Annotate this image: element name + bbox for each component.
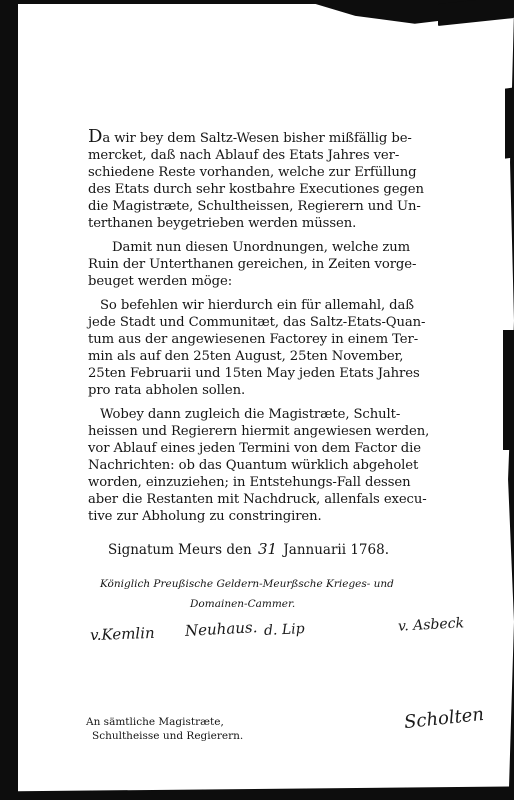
text-line: beuget werden möge:: [88, 274, 233, 289]
signature-lip: d. Lip: [263, 620, 306, 640]
text-line: min als auf den 25ten August, 25ten November,: [88, 349, 404, 364]
paragraph-3: [88, 297, 426, 399]
address-line-1: An sämtliche Magistræte,: [86, 716, 224, 728]
text-line: Nachrichten: ob das Quantum würklich abgeholet: [88, 458, 419, 473]
text-line: worden, einzuziehen; in Entstehungs-Fall dessen: [88, 475, 411, 490]
text-line: jede Stadt und Communitæt, das Saltz-Etats-Quan-: [88, 315, 426, 330]
dating-suffix: Jannuarii 1768.: [283, 542, 389, 558]
text-line: vor Ablauf eines jeden Termini von dem Factor die: [88, 441, 421, 456]
text-line: pro rata abholen sollen.: [88, 383, 246, 398]
text-line: heissen und Regierern hiermit angewiesen werden,: [88, 424, 430, 439]
text-line: terthanen beygetrieben werden müssen.: [88, 216, 357, 231]
text-line: tum aus der angewiesenen Factorey in einem Ter-: [88, 332, 419, 347]
text-line: mercket, daß nach Ablauf des Etats Jahres ver-: [88, 148, 400, 163]
dating-prefix: Signatum Meurs den: [108, 542, 252, 558]
text-line: tive zur Abholung zu constringiren.: [88, 509, 322, 524]
dating-line: [108, 540, 389, 558]
text-line: So befehlen wir hierdurch ein für allemahl, daß: [100, 298, 414, 313]
drop-cap: D: [88, 126, 103, 147]
address-line-2: Schultheisse und Regierern.: [92, 730, 244, 742]
text-line: schiedene Reste vorhanden, welche zur Erfüllung: [88, 165, 417, 180]
torn-edge-right-top: [505, 87, 514, 158]
text-line: 25ten Februarii und 15ten May jeden Etats Jahres: [88, 366, 420, 381]
paragraph-4: [88, 406, 430, 525]
issuer-line-2: Domainen-Cammer.: [190, 598, 296, 610]
paragraph-2: [88, 239, 417, 290]
issuer-line-1: Königlich Preußische Geldern-Meurßsche Krieges- und: [100, 578, 394, 590]
text-line: aber die Restanten mit Nachdruck, allenfals execu-: [88, 492, 427, 507]
decree-text: [88, 126, 430, 525]
text-line: die Magistræte, Schultheissen, Regierern und Un-: [88, 199, 421, 214]
text-line: Wobey dann zugleich die Magistræte, Schult-: [100, 407, 401, 422]
paragraph-1: [88, 126, 424, 232]
signature-scholten: Scholten: [403, 703, 485, 734]
text-line: Ruin der Unterthanen gereichen, in Zeiten vorge-: [88, 257, 417, 272]
text-line: des Etats durch sehr kostbahre Executiones gegen: [88, 182, 424, 197]
signature-neuhaus: Neuhaus.: [184, 618, 258, 640]
text-line: a wir bey dem Saltz-Wesen bisher mißfällig be-: [102, 131, 412, 146]
signature-asbeck: v. Asbeck: [397, 615, 465, 635]
handwritten-day: 31: [257, 540, 278, 558]
text-line: Damit nun diesen Unordnungen, welche zum: [112, 240, 411, 255]
torn-edge-right-mid: [503, 330, 514, 450]
signature-kemlin: v.Kemlin: [89, 623, 155, 645]
